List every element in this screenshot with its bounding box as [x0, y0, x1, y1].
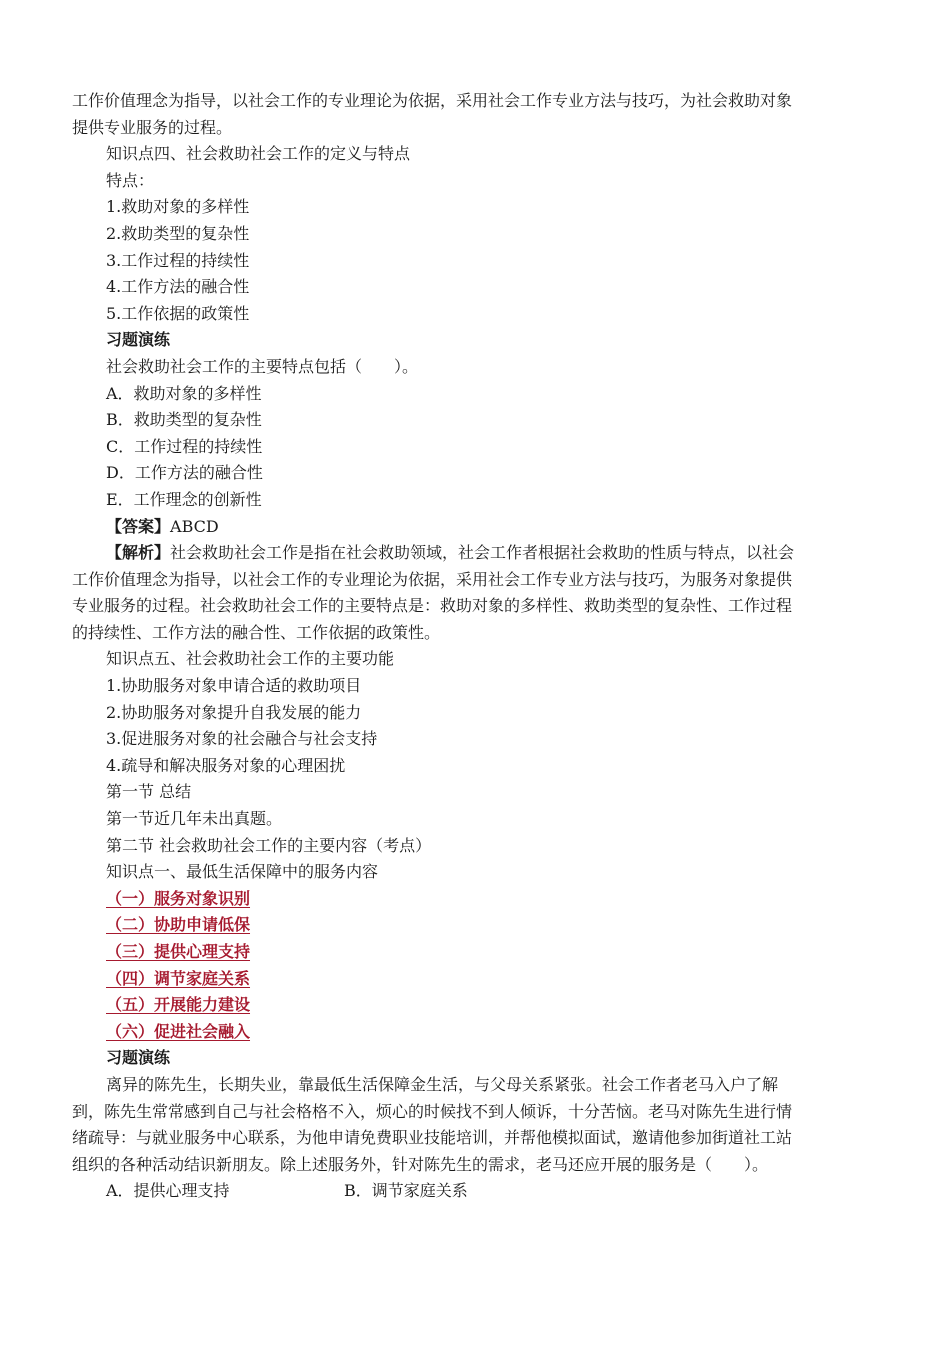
exercise-heading: 习题演练 [106, 330, 171, 350]
analysis-text: 社会救助社会工作是指在社会救助领域，社会工作者根据社会救助的性质与特点，以社会 [170, 543, 795, 563]
answer-line [72, 514, 872, 541]
analysis-line: 工作价值理念为指导，以社会工作的专业理论为依据，采用社会工作专业方法与技巧，为服务对象提供 [72, 569, 793, 589]
function-item: 4.疏导和解决服务对象的心理困扰 [106, 755, 346, 775]
service-item-label: （三）提供心理支持 [106, 942, 251, 961]
knowledge-point-5-title: 知识点五、社会救助社会工作的主要功能 [106, 649, 395, 669]
option-b: B．调节家庭关系 [344, 1181, 468, 1201]
service-item-label: （四）调节家庭关系 [106, 968, 251, 988]
feature-item: 3.工作过程的持续性 [106, 250, 250, 270]
option-b: B．救助类型的复杂性 [106, 410, 262, 430]
function-item: 3.促进服务对象的社会融合与社会支持 [106, 729, 378, 749]
analysis-line [72, 540, 872, 567]
analysis-label: 【解析】 [106, 543, 171, 563]
option-a: A．提供心理支持 [106, 1181, 230, 1201]
service-item [72, 992, 872, 1019]
service-item [72, 886, 872, 913]
service-item-label: （六）促进社会融入 [106, 1021, 251, 1041]
case-question-line: 绪疏导：与就业服务中心联系，为他申请免费职业技能培训，并帮他模拟面试，邀请他参加街道社工站 [72, 1128, 793, 1148]
option-d: D．工作方法的融合性 [106, 463, 263, 483]
option-e: E．工作理念的创新性 [106, 489, 262, 509]
case-question-line: 离异的陈先生，长期失业，靠最低生活保障金生活，与父母关系紧张。社会工作者老马入户了解 [106, 1074, 779, 1094]
service-item [72, 966, 872, 993]
service-item [72, 1019, 872, 1046]
service-item-label: （五）开展能力建设 [106, 995, 251, 1015]
service-item [72, 912, 872, 939]
option-c: C．工作过程的持续性 [106, 436, 263, 456]
paragraph-line: 提供专业服务的过程。 [72, 117, 233, 137]
section-1-summary-title: 第一节 总结 [106, 782, 192, 802]
case-question-line: 组织的各种活动结识新朋友。除上述服务外，针对陈先生的需求，老马还应开展的服务是（ ）。 [72, 1154, 769, 1174]
option-a: A．救助对象的多样性 [106, 383, 262, 403]
service-item-label: （一）服务对象识别 [106, 888, 251, 908]
service-item [72, 939, 872, 966]
section-2-title: 第二节 社会救助社会工作的主要内容（考点） [106, 835, 432, 855]
case-options-row [72, 1178, 872, 1205]
feature-item: 2.救助类型的复杂性 [106, 223, 250, 243]
feature-item: 4.工作方法的融合性 [106, 277, 250, 297]
case-question-line: 到，陈先生常常感到自己与社会格格不入，烦心的时候找不到人倾诉，十分苦恼。老马对陈先生进行情 [72, 1101, 793, 1121]
exercise-heading: 习题演练 [106, 1048, 171, 1068]
answer-value: ABCD [170, 516, 219, 536]
analysis-line: 专业服务的过程。社会救助社会工作的主要特点是：救助对象的多样性、救助类型的复杂性、工作过程 [72, 596, 793, 616]
service-item-label: （二）协助申请低保 [106, 915, 251, 935]
answer-label: 【答案】 [106, 516, 171, 536]
paragraph-line: 工作价值理念为指导，以社会工作的专业理论为依据，采用社会工作专业方法与技巧，为社会救助对象 [72, 91, 793, 110]
exercise-question: 社会救助社会工作的主要特点包括（ ）。 [106, 356, 419, 376]
function-item: 2.协助服务对象提升自我发展的能力 [106, 702, 362, 722]
function-item: 1.协助服务对象申请合适的救助项目 [106, 676, 362, 696]
section-1-summary-text: 第一节近几年未出真题。 [106, 809, 283, 829]
analysis-line: 的持续性、工作方法的融合性、工作依据的政策性。 [72, 622, 441, 642]
knowledge-point-1-title: 知识点一、最低生活保障中的服务内容 [106, 862, 379, 882]
knowledge-point-4-title: 知识点四、社会救助社会工作的定义与特点 [106, 144, 411, 164]
document-page [72, 88, 872, 1205]
feature-item: 1.救助对象的多样性 [106, 197, 250, 217]
feature-item: 5.工作依据的政策性 [106, 303, 250, 323]
features-label: 特点： [106, 170, 155, 190]
